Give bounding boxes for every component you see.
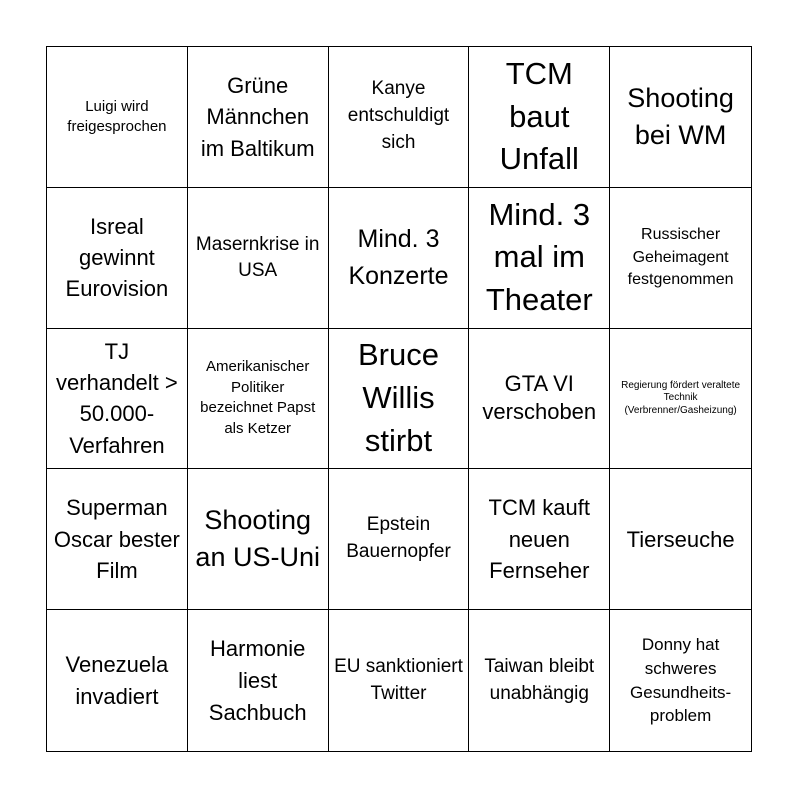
- bingo-cell-text: Taiwan bleibt unabhängig: [484, 655, 595, 704]
- bingo-cell-text: Kanye entschuldigt sich: [347, 78, 450, 154]
- bingo-cell[interactable]: [47, 329, 188, 470]
- bingo-cell[interactable]: [47, 47, 188, 188]
- bingo-cell-text: Shooting bei WM: [627, 83, 734, 150]
- bingo-cell[interactable]: [188, 610, 329, 751]
- bingo-cell-text: Shooting an US-Uni: [195, 505, 320, 573]
- bingo-cell[interactable]: [610, 188, 751, 329]
- bingo-cell-text: Masernkrise in USA: [195, 234, 320, 281]
- bingo-cell-text: GTA VI verschoben: [482, 370, 597, 425]
- bingo-cell[interactable]: [329, 610, 470, 751]
- bingo-cell[interactable]: [188, 469, 329, 610]
- bingo-cell-text: Epstein Bauernopfer: [346, 514, 451, 563]
- bingo-cell[interactable]: [47, 610, 188, 751]
- bingo-cell[interactable]: [47, 469, 188, 610]
- bingo-cell-text: TJ verhandelt > 50.000-Verfahren: [56, 339, 178, 458]
- bingo-cell-text: Harmonie liest Sachbuch: [208, 635, 307, 725]
- bingo-cell[interactable]: [188, 47, 329, 188]
- bingo-cell-text: Grüne Männchen im Baltikum: [200, 73, 315, 161]
- bingo-board: [46, 46, 752, 752]
- bingo-cell-text: Mind. 3 Konzerte: [348, 225, 449, 290]
- bingo-cell[interactable]: [469, 188, 610, 329]
- bingo-cell[interactable]: [47, 188, 188, 329]
- bingo-cell-text: Amerikanischer Politiker bezeichnet Papst als Ketzer: [200, 358, 316, 438]
- bingo-cell-text: Venezuela invadiert: [65, 652, 169, 709]
- bingo-cell[interactable]: [469, 329, 610, 470]
- bingo-cell-text: Superman Oscar bester Film: [53, 495, 180, 583]
- bingo-cell-text: TCM baut Unfall: [499, 55, 579, 177]
- bingo-cell[interactable]: [329, 469, 470, 610]
- bingo-cell-text: Isreal gewinnt Eurovision: [65, 213, 169, 302]
- bingo-cell[interactable]: [188, 329, 329, 470]
- bingo-cell-text: Russischer Geheimagent festgenommen: [627, 226, 734, 288]
- bingo-cell-text: TCM kauft neuen Fernseher: [488, 495, 591, 583]
- bingo-cell-text: Tierseuche: [626, 526, 735, 552]
- bingo-cell-text: EU sanktioniert Twitter: [334, 655, 463, 704]
- bingo-cell[interactable]: [469, 47, 610, 188]
- bingo-cell[interactable]: [188, 188, 329, 329]
- bingo-cell-text: Mind. 3 mal im Theater: [485, 196, 593, 318]
- bingo-cell[interactable]: [610, 469, 751, 610]
- bingo-cell[interactable]: [610, 329, 751, 470]
- bingo-cell-text: Bruce Willis stirbt: [358, 337, 439, 458]
- bingo-cell[interactable]: [610, 47, 751, 188]
- bingo-cell-text: Luigi wird freigesprochen: [67, 98, 167, 135]
- bingo-cell[interactable]: [329, 329, 470, 470]
- bingo-cell-text: Regierung fördert veraltete Technik (Verbrenner/Gasheizung): [621, 379, 741, 416]
- bingo-cell[interactable]: [329, 188, 470, 329]
- bingo-cell[interactable]: [469, 610, 610, 751]
- bingo-cell[interactable]: [329, 47, 470, 188]
- bingo-cell-text: Donny hat schweres Gesundheits-problem: [630, 635, 732, 726]
- bingo-cell[interactable]: [610, 610, 751, 751]
- bingo-cell[interactable]: [469, 469, 610, 610]
